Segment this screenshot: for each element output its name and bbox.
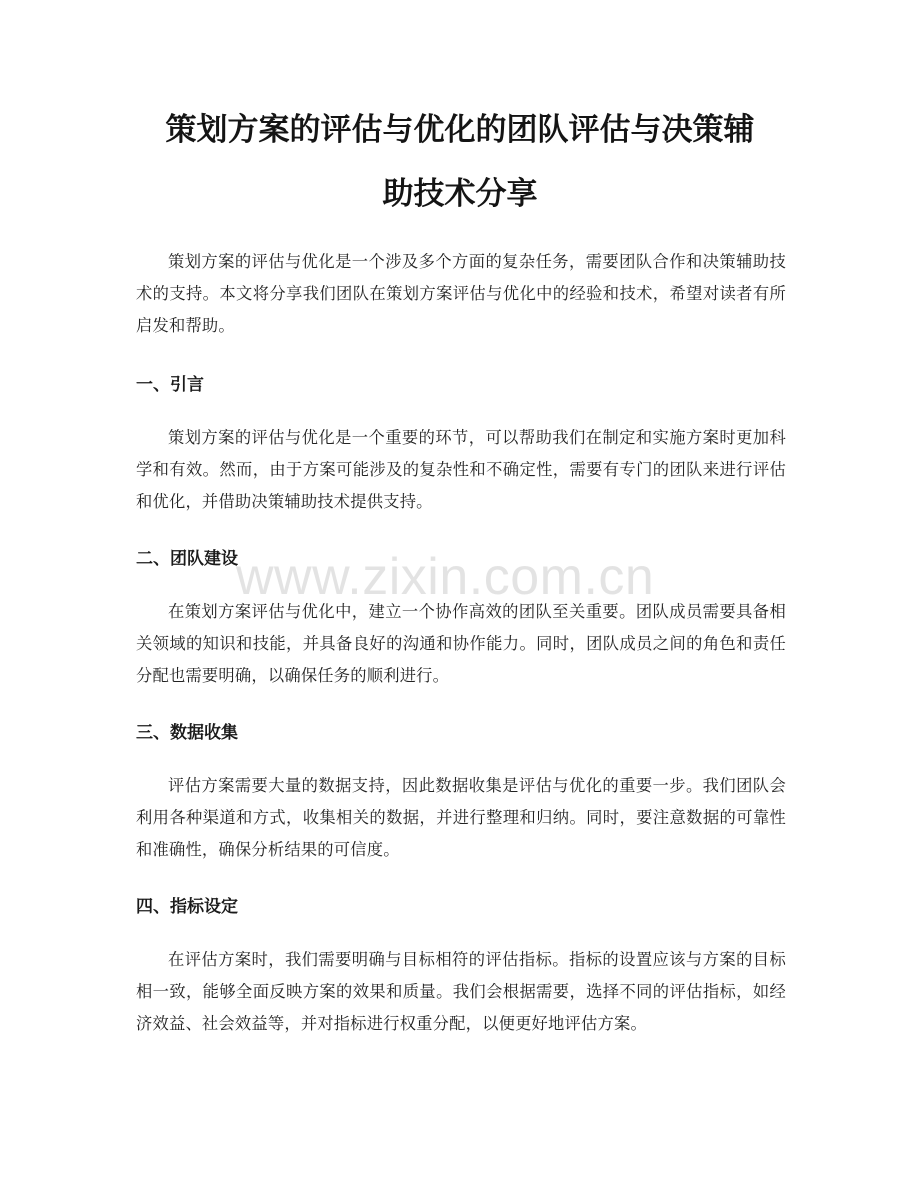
section-heading-team-building: 二、团队建设 <box>136 549 238 569</box>
document-title-line-2: 助技术分享 <box>382 176 538 212</box>
intro-paragraph: 策划方案的评估与优化是一个涉及多个方面的复杂任务，需要团队合作和决策辅助技术的支持。本文将分享我们团队在策划方案评估与优化中的经验和技术，希望对读者有所启发和帮助。 <box>136 252 786 335</box>
watermark: www.zixin.com.cn <box>236 548 655 606</box>
document-title-line-1: 策划方案的评估与优化的团队评估与决策辅 <box>165 112 755 148</box>
section-heading-data-collection: 三、数据收集 <box>136 723 238 743</box>
section-heading-introduction: 一、引言 <box>136 375 204 395</box>
section-body-data-collection: 评估方案需要大量的数据支持，因此数据收集是评估与优化的重要一步。我们团队会利用各种渠道和方式，收集相关的数据，并进行整理和归纳。同时，要注意数据的可靠性和准确性，确保分析结果的可信度。 <box>136 776 786 859</box>
section-body-team-building: 在策划方案评估与优化中，建立一个协作高效的团队至关重要。团队成员需要具备相关领域的知识和技能，并具备良好的沟通和协作能力。同时，团队成员之间的角色和责任分配也需要明确，以确保任务的顺利进行。 <box>136 602 786 685</box>
section-body-indicator-setting: 在评估方案时，我们需要明确与目标相符的评估指标。指标的设置应该与方案的目标相一致，能够全面反映方案的效果和质量。我们会根据需要，选择不同的评估指标，如经济效益、社会效益等，并对指标进行权重分配，以便更好地评估方案。 <box>136 950 786 1033</box>
section-body-introduction: 策划方案的评估与优化是一个重要的环节，可以帮助我们在制定和实施方案时更加科学和有效。然而，由于方案可能涉及的复杂性和不确定性，需要有专门的团队来进行评估和优化，并借助决策辅助技术提供支持。 <box>136 428 786 511</box>
section-heading-indicator-setting: 四、指标设定 <box>136 897 238 917</box>
